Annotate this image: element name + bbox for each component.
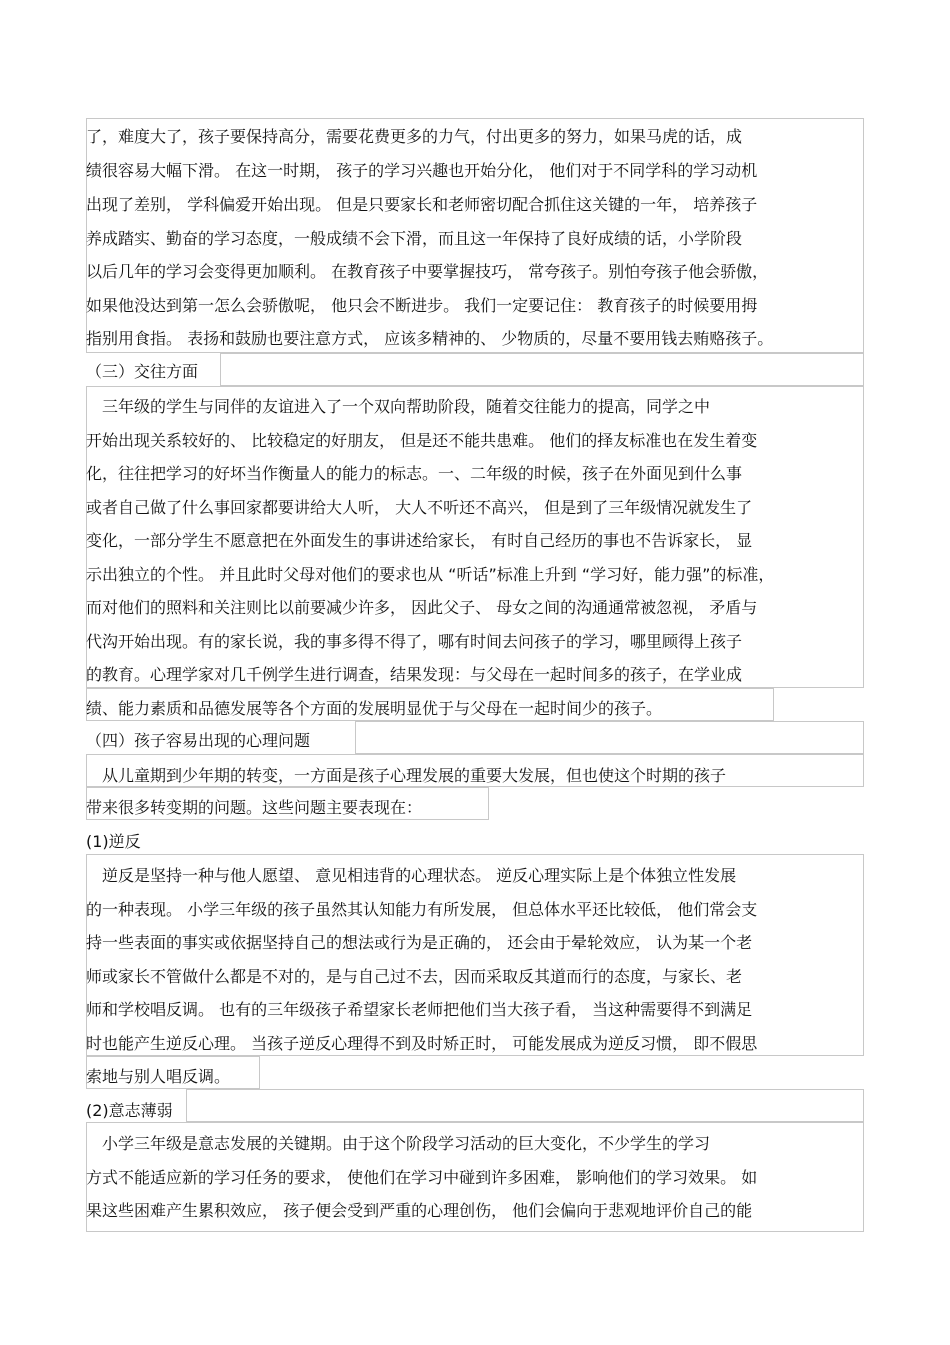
text-line: 绩、能力素质和品德发展等各个方面的发展明显优于与父母在一起时间少的孩子。 [86, 699, 663, 718]
text-line: 时也能产生逆反心理。 当孩子逆反心理得不到及时矫正时， 可能发展成为逆反习惯， 即不假思 [86, 1034, 758, 1053]
text-line: 化，往往把学习的好坏当作衡量人的能力的标志。一、二年级的时候，孩子在外面见到什么事 [86, 464, 743, 483]
text-line: 指别用食指。 表扬和鼓励也要注意方式， 应该多精神的、 少物质的，尽量不要用钱去贿赂孩子。 [86, 329, 774, 348]
text-line: 逆反是坚持一种与他人愿望、 意见相违背的心理状态。 逆反心理实际上是个体独立性发展 [86, 866, 737, 885]
text-line: 师或家长不管做什么都是不对的，是与自己过不去，因而采取反其道而行的态度，与家长、老 [86, 967, 743, 986]
scan-box [220, 353, 864, 386]
text-line: 而对他们的照料和关注则比以前要减少许多， 因此父子、 母女之间的沟通通常被忽视， 矛盾与 [86, 598, 758, 617]
text-line: 索地与别人唱反调。 [86, 1067, 231, 1086]
text-line: 绩很容易大幅下滑。 在这一时期， 孩子的学习兴趣也开始分化， 他们对于不同学科的学习动机 [86, 161, 758, 180]
text-line: 开始出现关系较好的、 比较稳定的好朋友， 但是还不能共患难。 他们的择友标准也在发生着变 [86, 431, 758, 450]
text-line: 持一些表面的事实或依据坚持自己的想法或行为是正确的， 还会由于晕轮效应， 认为某一个老 [86, 933, 753, 952]
text-line: 以后几年的学习会变得更加顺利。 在教育孩子中要掌握技巧， 常夸孩子。别怕夸孩子他会骄傲， [86, 262, 769, 281]
text-line: 带来很多转变期的问题。这些问题主要表现在： [86, 798, 423, 817]
subsection-heading: (1)逆反 [86, 832, 141, 851]
text-line: 师和学校唱反调。 也有的三年级孩子希望家长老师把他们当大孩子看， 当这种需要得不到满足 [86, 1000, 753, 1019]
scan-box [186, 1089, 864, 1122]
text-line: 果这些困难产生累积效应， 孩子便会受到严重的心理创伤， 他们会偏向于悲观地评价自己的能 [86, 1201, 753, 1220]
scan-box [355, 721, 864, 754]
text-line: 变化，一部分学生不愿意把在外面发生的事讲述给家长， 有时自己经历的事也不告诉家长， 显 [86, 531, 753, 550]
text-line: 出现了差别， 学科偏爱开始出现。 但是只要家长和老师密切配合抓住这关键的一年， 培养孩子 [86, 195, 758, 214]
text-line: 代沟开始出现。有的家长说，我的事多得不得了，哪有时间去问孩子的学习，哪里顾得上孩子 [86, 632, 743, 651]
text-line: 养成踏实、勤奋的学习态度，一般成绩不会下滑，而且这一年保持了良好成绩的话，小学阶段 [86, 229, 743, 248]
text-line: 如果他没达到第一怎么会骄傲呢， 他只会不断进步。 我们一定要记住： 教育孩子的时候要用拇 [86, 296, 758, 315]
text-line: 或者自己做了什么事回家都要讲给大人听， 大人不听还不高兴， 但是到了三年级情况就发生了 [86, 498, 753, 517]
text-line: 的一种表现。 小学三年级的孩子虽然其认知能力有所发展， 但总体水平还比较低， 他们常会支 [86, 900, 758, 919]
subsection-heading: (2)意志薄弱 [86, 1101, 173, 1120]
text-line: 示出独立的个性。 并且此时父母对他们的要求也从 “听话”标准上升到 “学习好，能力强”的标准， [86, 565, 775, 584]
text-line: 的教育。心理学家对几千例学生进行调查，结果发现：与父母在一起时间多的孩子，在学业成 [86, 665, 743, 684]
text-line: 方式不能适应新的学习任务的要求， 使他们在学习中碰到许多困难， 影响他们的学习效果。 如 [86, 1168, 758, 1187]
section-heading: （四）孩子容易出现的心理问题 [86, 731, 311, 750]
text-line: 三年级的学生与同伴的友谊进入了一个双向帮助阶段，随着交往能力的提高，同学之中 [86, 397, 711, 416]
text-line: 了，难度大了，孩子要保持高分，需要花费更多的力气，付出更多的努力，如果马虎的话，成 [86, 127, 743, 146]
section-heading: （三）交往方面 [86, 362, 199, 381]
text-line: 从儿童期到少年期的转变，一方面是孩子心理发展的重要大发展，但也使这个时期的孩子 [86, 766, 727, 785]
text-line: 小学三年级是意志发展的关键期。由于这个阶段学习活动的巨大变化，不少学生的学习 [86, 1134, 711, 1153]
